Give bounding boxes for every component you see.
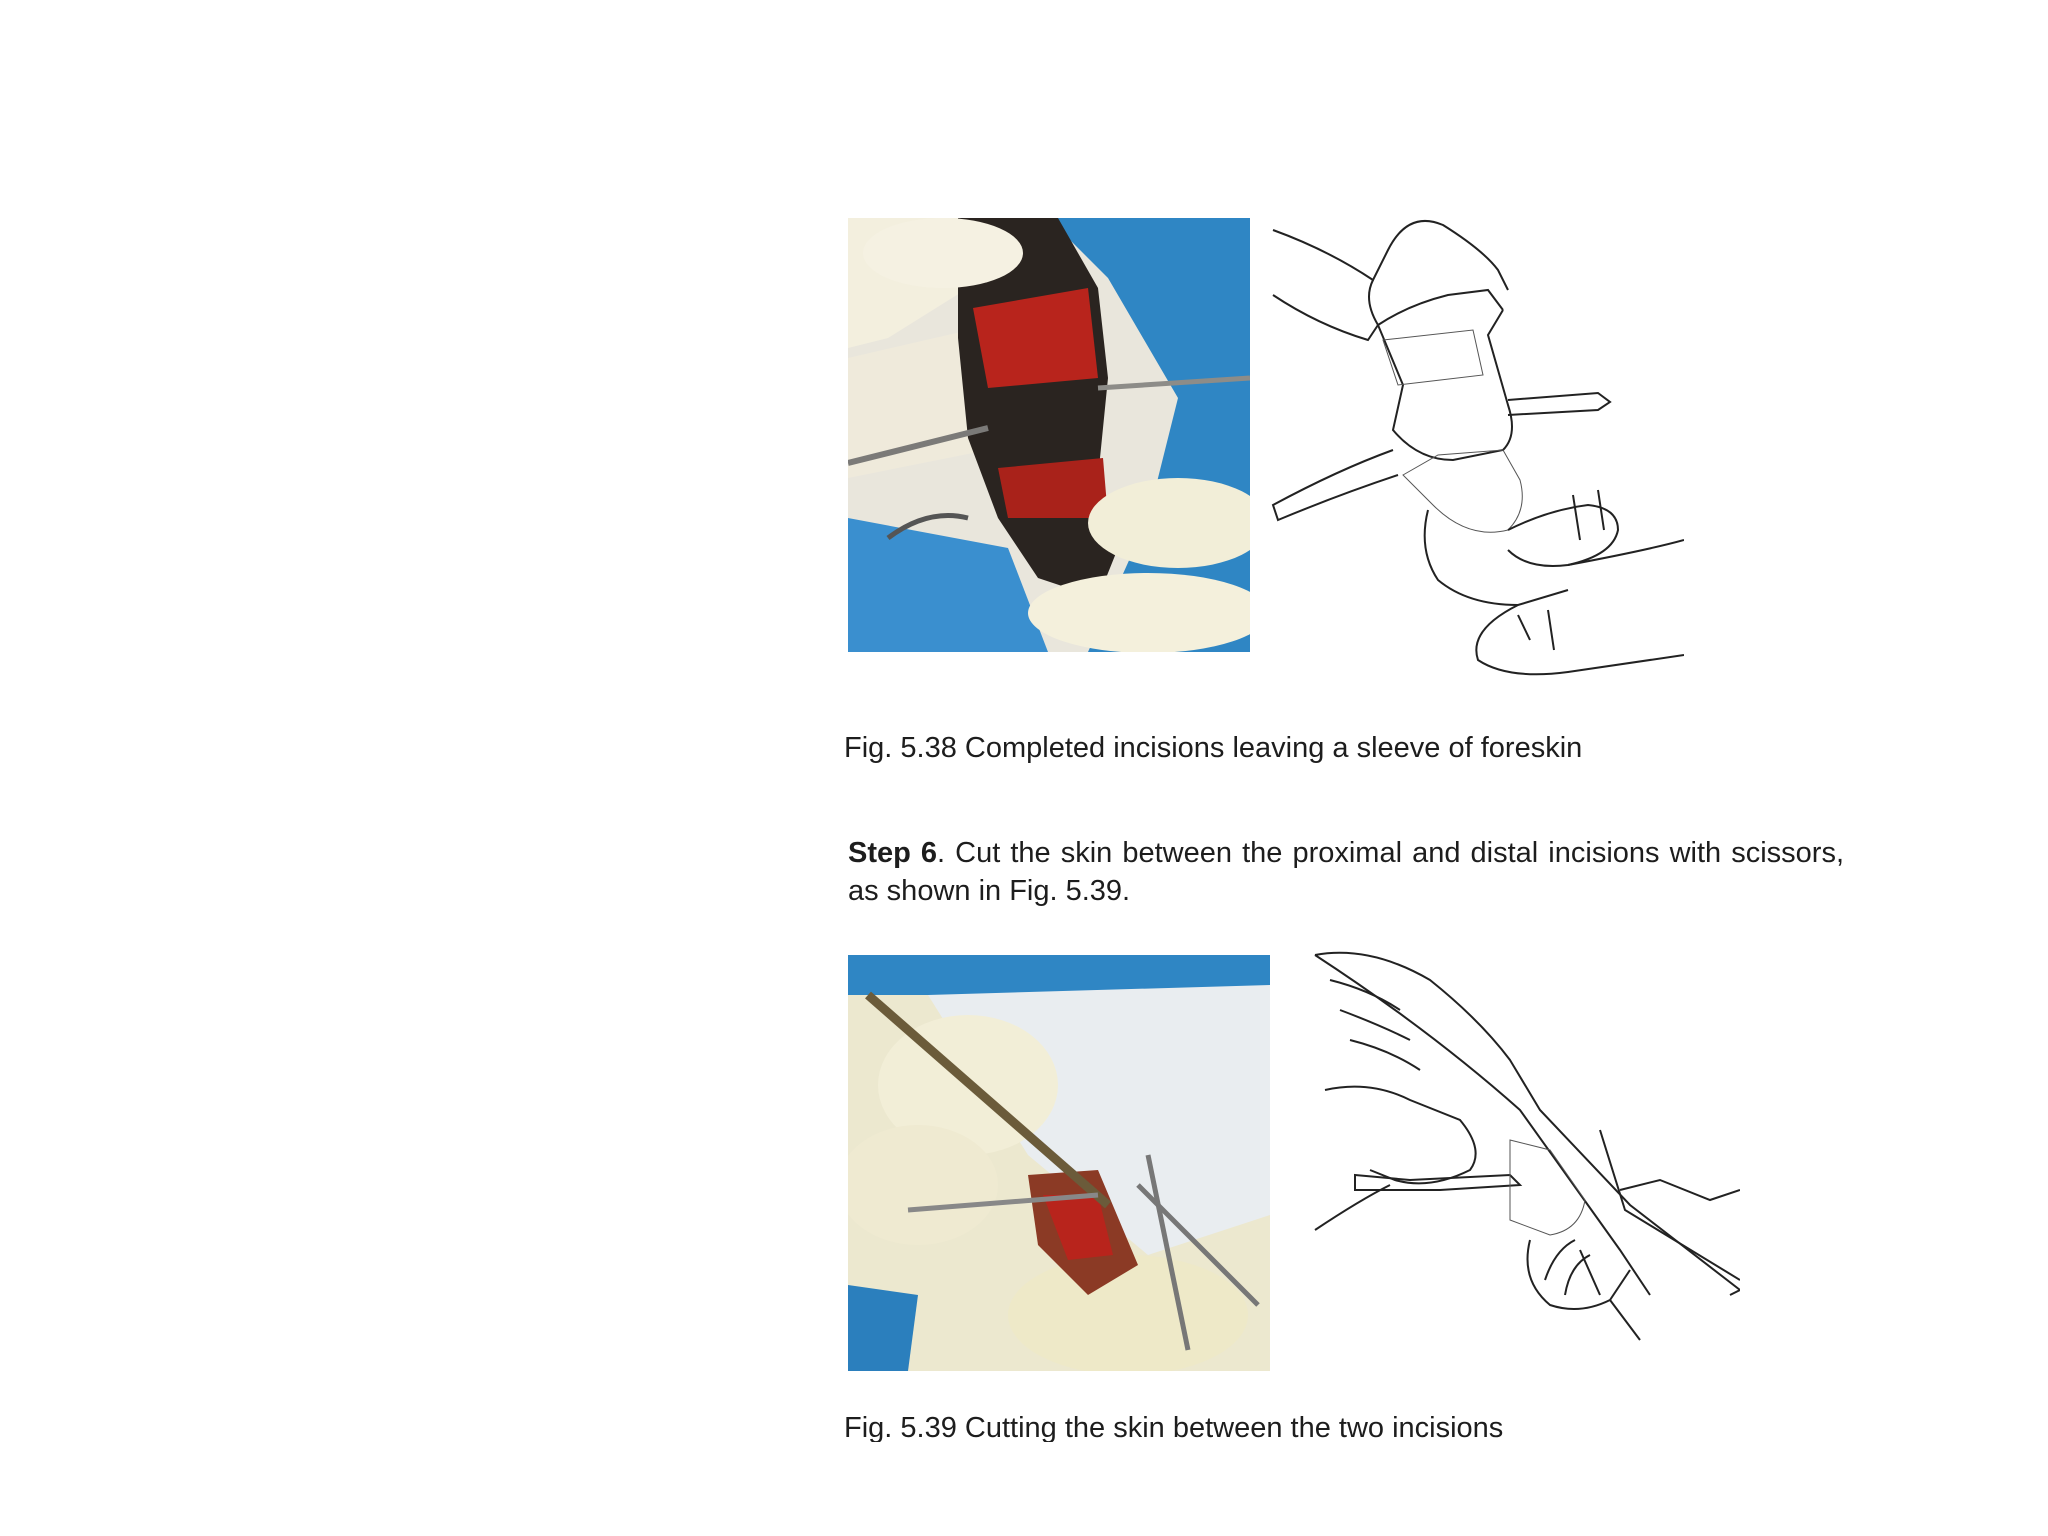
figure-5-38-photo — [848, 218, 1250, 652]
step-text: . Cut the skin between the proximal and distal incisions with scissors, as shown in Fig. 5.39. — [848, 837, 1845, 907]
figure-5-39-drawing — [1310, 950, 1740, 1350]
step-6-paragraph — [848, 834, 1844, 910]
figure-5-38-caption: Fig. 5.38 Completed incisions leaving a sleeve of foreskin — [844, 732, 1583, 764]
step-label: Step 6 — [848, 837, 938, 869]
figure-5-38-drawing — [1268, 210, 1684, 684]
figure-5-39-photo — [848, 955, 1270, 1371]
figure-5-39-caption: Fig. 5.39 Cutting the skin between the two incisions — [844, 1412, 1504, 1442]
